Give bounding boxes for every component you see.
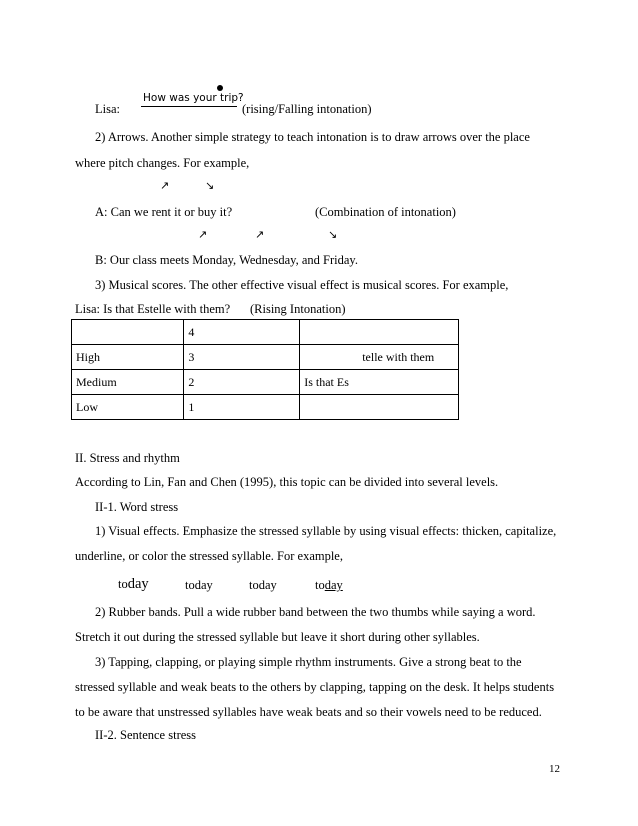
arrows-paragraph-cont: where pitch changes. For example, bbox=[75, 156, 250, 170]
musical-scores-table bbox=[71, 319, 459, 420]
table-cell bbox=[72, 320, 184, 345]
tapping-paragraph-cont: stressed syllable and weak beats to the others by clapping, tapping on the desk. It helps students bbox=[75, 680, 555, 694]
page-number: 12 bbox=[549, 763, 560, 775]
example-word: today bbox=[249, 578, 277, 592]
table-cell: Is that Es bbox=[300, 370, 459, 395]
lisa-intonation-note: (rising/Falling intonation) bbox=[242, 102, 372, 116]
table-cell bbox=[300, 320, 459, 345]
table-row bbox=[72, 320, 459, 345]
table-cell: 2 bbox=[184, 370, 300, 395]
handwritten-example: How was your trip? bbox=[143, 92, 244, 104]
example-word: today bbox=[185, 578, 213, 592]
sentence-stress-heading: II-2. Sentence stress bbox=[95, 728, 197, 742]
arrow-down-icon: ↘ bbox=[205, 179, 215, 192]
example-bigger-syllable bbox=[118, 576, 149, 592]
arrow-up-icon: ↗ bbox=[198, 228, 208, 241]
tapping-paragraph: 3) Tapping, clapping, or playing simple rhythm instruments. Give a strong beat to the bbox=[95, 655, 522, 669]
table-cell bbox=[300, 345, 459, 370]
section-heading-stress: II. Stress and rhythm bbox=[75, 451, 180, 465]
section-intro: According to Lin, Fan and Chen (1995), this topic can be divided into several levels. bbox=[75, 475, 499, 489]
arrow-down-icon: ↘ bbox=[328, 228, 338, 241]
handwritten-underline bbox=[141, 106, 237, 107]
word-stress-heading: II-1. Word stress bbox=[95, 500, 179, 514]
table-cell: Medium bbox=[72, 370, 184, 395]
sentence-a: A: Can we rent it or buy it? bbox=[95, 205, 233, 219]
table-cell bbox=[300, 395, 459, 420]
arrow-up-icon: ↗ bbox=[160, 179, 170, 192]
pitch-dot-mark bbox=[217, 85, 223, 91]
table-row bbox=[72, 395, 459, 420]
sentence-a-note: (Combination of intonation) bbox=[315, 205, 456, 219]
lisa-question: Lisa: Is that Estelle with them? bbox=[75, 302, 231, 316]
lisa-label: Lisa: bbox=[95, 102, 120, 116]
high-pitch-text: telle with them bbox=[362, 349, 435, 364]
table-cell: 4 bbox=[184, 320, 300, 345]
arrows-paragraph: 2) Arrows. Another simple strategy to teach intonation is to draw arrows over the place bbox=[95, 130, 530, 144]
example-stressed-syllable: day bbox=[127, 576, 149, 592]
lisa-question-note: (Rising Intonation) bbox=[250, 302, 346, 316]
visual-effects-paragraph-cont: underline, or color the stressed syllable. For example, bbox=[75, 549, 343, 563]
visual-effects-paragraph: 1) Visual effects. Emphasize the stressed syllable by using visual effects: thicken, capitalize, bbox=[95, 524, 557, 538]
table-cell: 3 bbox=[184, 345, 300, 370]
rubber-bands-paragraph: 2) Rubber bands. Pull a wide rubber band between the two thumbs while saying a word. bbox=[95, 605, 536, 619]
table-row bbox=[72, 370, 459, 395]
table-cell: Low bbox=[72, 395, 184, 420]
rubber-bands-paragraph-cont: Stretch it out during the stressed syllable but leave it short during other syllables. bbox=[75, 630, 480, 644]
example-syllable: to bbox=[118, 577, 128, 591]
musical-scores-paragraph: 3) Musical scores. The other effective visual effect is musical scores. For example, bbox=[95, 278, 509, 292]
table-cell: 1 bbox=[184, 395, 300, 420]
table-row bbox=[72, 345, 459, 370]
sentence-b: B: Our class meets Monday, Wednesday, and Friday. bbox=[95, 253, 358, 267]
table-cell: High bbox=[72, 345, 184, 370]
example-syllable: to bbox=[315, 578, 325, 592]
arrow-up-icon: ↗ bbox=[255, 228, 265, 241]
tapping-paragraph-cont2: to be aware that unstressed syllables have weak beats and so their vowels need to be reduced. bbox=[75, 705, 542, 719]
example-stressed-syllable: day bbox=[324, 578, 343, 592]
example-underlined-syllable bbox=[315, 577, 343, 593]
